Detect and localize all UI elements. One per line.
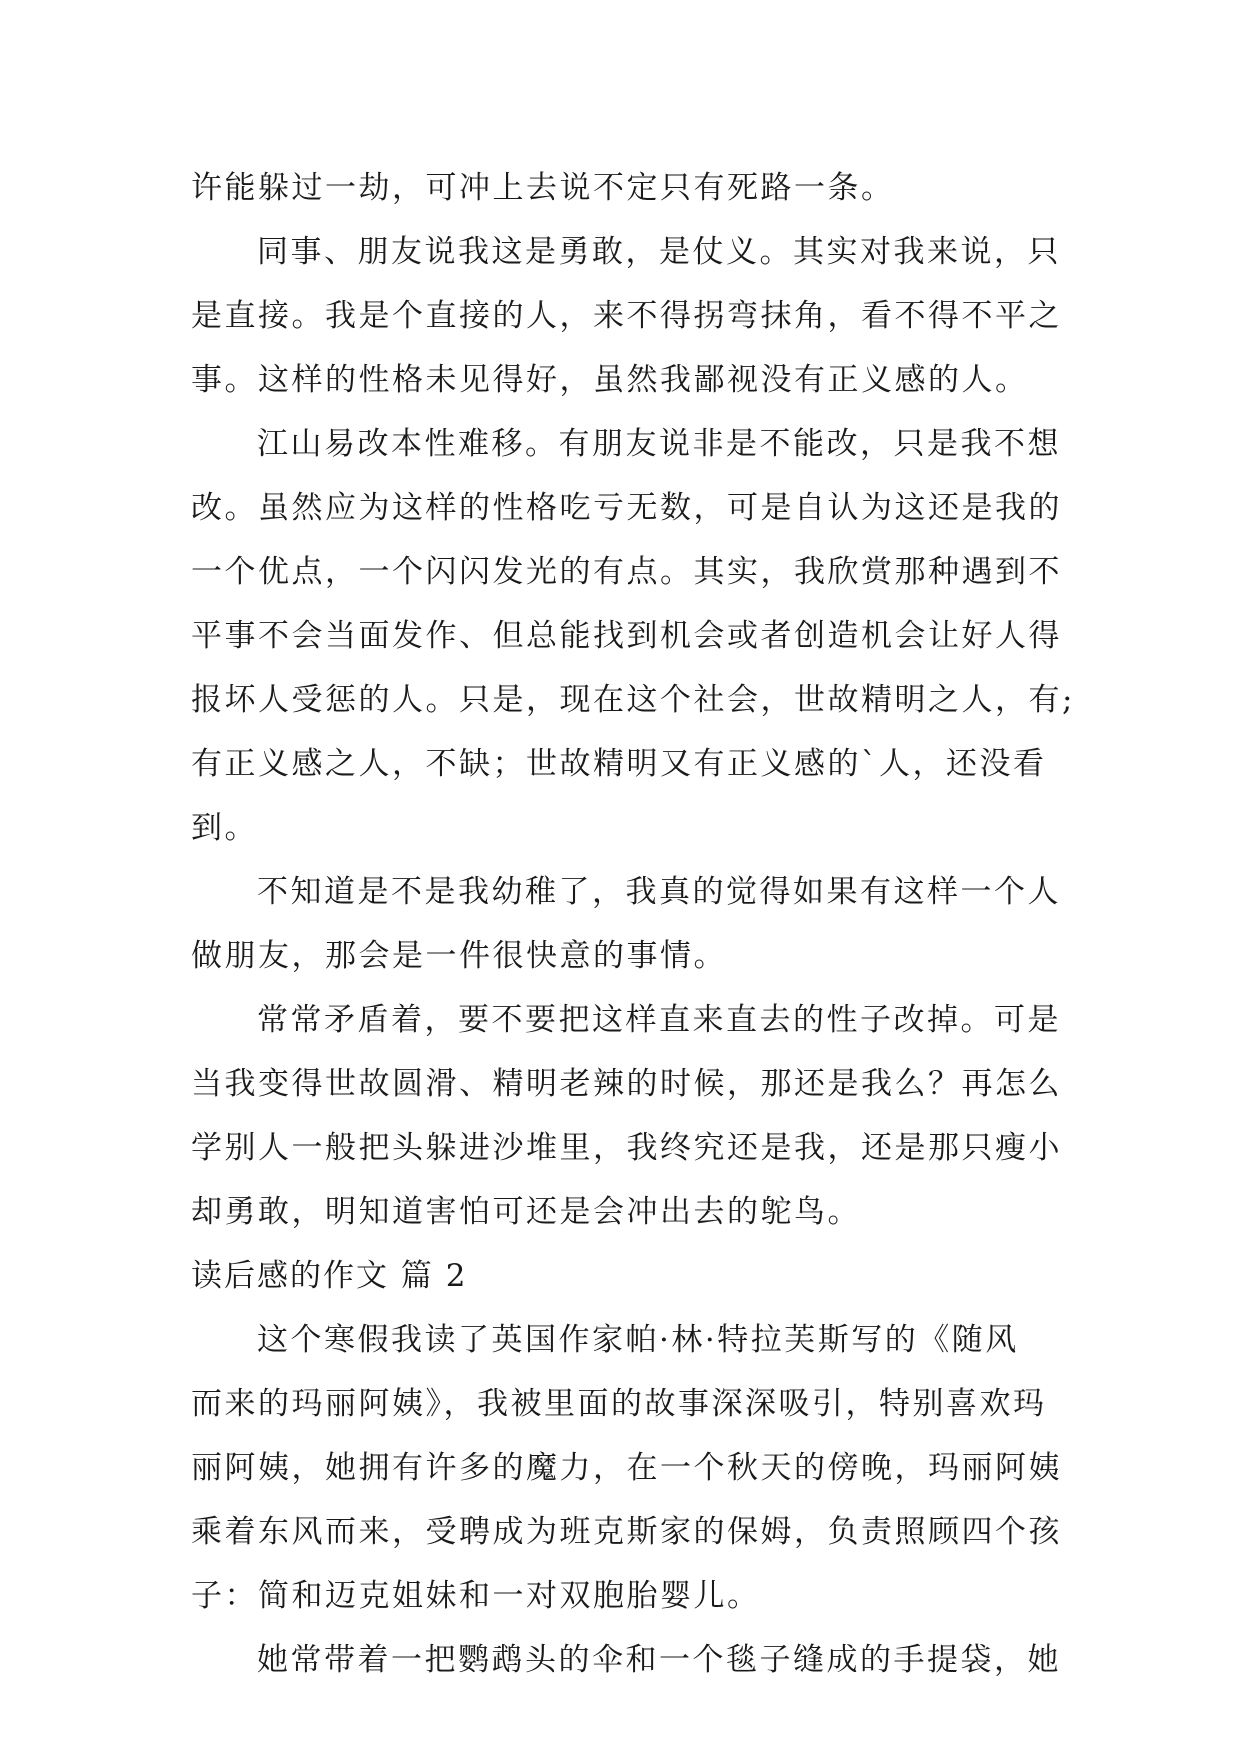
essay-section-1 bbox=[191, 156, 1075, 1244]
text-line: 她常带着一把鹦鹉头的伞和一个毯子缝成的手提袋，她 bbox=[257, 1642, 1061, 1678]
text-line: 乘着东风而来，受聘成为班克斯家的保姆，负责照顾四个孩 bbox=[191, 1514, 1062, 1550]
text-line: 常常矛盾着，要不要把这样直来直去的性子改掉。可是 bbox=[257, 1002, 1061, 1038]
section-heading: 读后感的作文 篇 2 bbox=[191, 1258, 468, 1294]
text-line: 一个优点，一个闪闪发光的有点。其实，我欣赏那种遇到不 bbox=[191, 554, 1062, 590]
text-line: 许能躲过一劫，可冲上去说不定只有死路一条。 bbox=[191, 170, 895, 206]
text-line: 不知道是不是我幼稚了，我真的觉得如果有这样一个人 bbox=[257, 874, 1061, 910]
text-line: 到。 bbox=[191, 810, 258, 846]
text-line: 丽阿姨，她拥有许多的魔力，在一个秋天的傍晚，玛丽阿姨 bbox=[191, 1450, 1062, 1486]
text-line: 却勇敢，明知道害怕可还是会冲出去的鸵鸟。 bbox=[191, 1194, 861, 1230]
paragraph bbox=[191, 220, 1062, 412]
text-line: 子：简和迈克姐妹和一对双胞胎婴儿。 bbox=[191, 1578, 761, 1614]
text-line: 当我变得世故圆滑、精明老辣的时候，那还是我么？再怎么 bbox=[191, 1066, 1062, 1102]
text-line: 事。这样的性格未见得好，虽然我鄙视没有正义感的人。 bbox=[191, 362, 1029, 398]
text-line: 同事、朋友说我这是勇敢，是仗义。其实对我来说，只 bbox=[257, 234, 1061, 270]
text-line: 有正义感之人，不缺；世故精明又有正义感的`人，还没看 bbox=[191, 746, 1047, 782]
paragraph bbox=[191, 860, 1061, 988]
text-line: 江山易改本性难移。有朋友说非是不能改，只是我不想 bbox=[257, 426, 1061, 462]
paragraph bbox=[191, 412, 1075, 860]
paragraph bbox=[191, 988, 1062, 1244]
text-line: 报坏人受惩的人。只是，现在这个社会，世故精明之人，有; bbox=[191, 682, 1075, 718]
text-line: 做朋友，那会是一件很快意的事情。 bbox=[191, 938, 727, 974]
text-line: 这个寒假我读了英国作家帕·林·特拉芙斯写的《随风 bbox=[257, 1322, 1019, 1358]
text-line: 改。虽然应为这样的性格吃亏无数，可是自认为这还是我的 bbox=[191, 490, 1062, 526]
essay-section-2 bbox=[191, 1308, 1062, 1692]
paragraph bbox=[191, 156, 1051, 220]
text-line: 平事不会当面发作、但总能找到机会或者创造机会让好人得 bbox=[191, 618, 1062, 654]
text-line: 学别人一般把头躲进沙堆里，我终究还是我，还是那只瘦小 bbox=[191, 1130, 1062, 1166]
paragraph bbox=[191, 1308, 1062, 1628]
document-body bbox=[191, 156, 1075, 1692]
text-line: 是直接。我是个直接的人，来不得拐弯抹角，看不得不平之 bbox=[191, 298, 1062, 334]
text-line: 而来的玛丽阿姨》，我被里面的故事深深吸引，特别喜欢玛 bbox=[191, 1386, 1047, 1422]
paragraph bbox=[191, 1628, 1061, 1692]
